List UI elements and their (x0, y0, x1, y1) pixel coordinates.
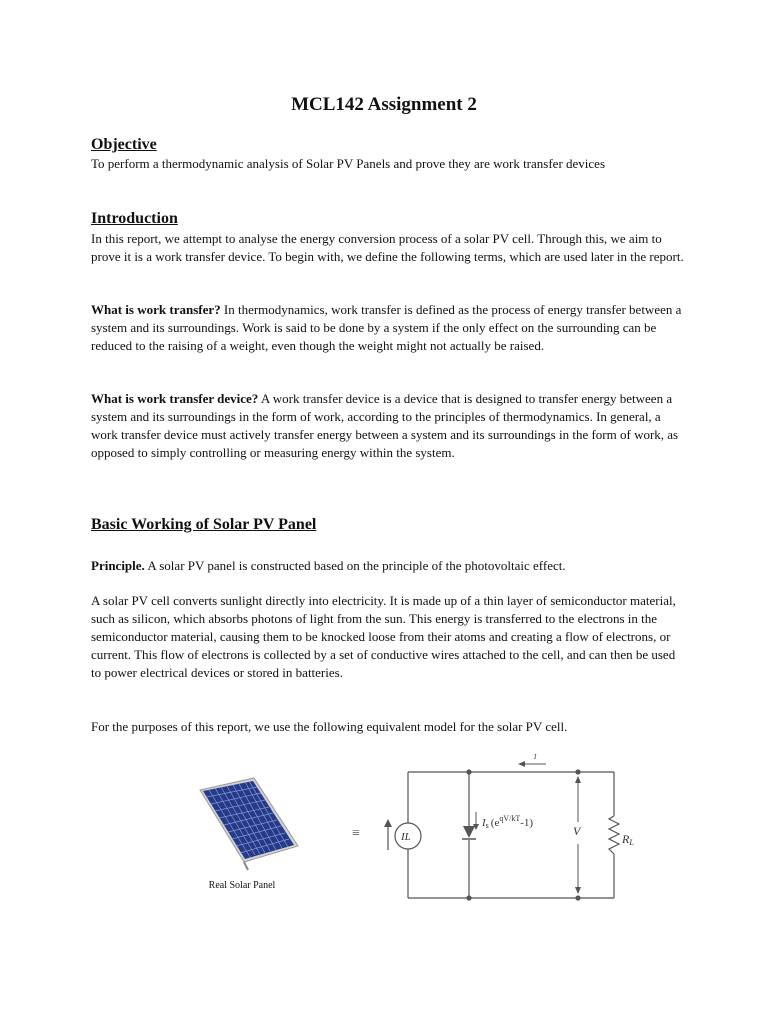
introduction-heading: Introduction (91, 210, 178, 227)
load-label (621, 832, 634, 847)
diode-label-I: I (482, 817, 486, 829)
diode-label-exp: qV/kT (499, 814, 521, 823)
basic-working-heading: Basic Working of Solar PV Panel (91, 516, 317, 533)
objective-text: To perform a thermodynamic analysis of Solar PV Panels and prove they are work transfer devices (91, 156, 606, 171)
diode-symbol (463, 826, 475, 838)
work-transfer-device-paragraph (91, 390, 687, 462)
diode-label-paren: (e (490, 817, 500, 829)
principle-paragraph (91, 557, 687, 575)
diode-label-sub: s (485, 821, 489, 830)
work-transfer-device-text: A work transfer device is a device that is designed to transfer energy between a system and its surroundings in the form of work, according to the principles of thermodynamics. In general, a work transfer device must actively transfer energy between a system and its surroundings in the form of work, as opposed to simply controlling or measuring energy within the system. (91, 391, 679, 460)
equivalent-circuit-diagram (372, 752, 642, 908)
work-transfer-text: In thermodynamics, work transfer is defined as the process of energy transfer between a system and its surroundings. Work is said to be done by a system if the only effect on the surrounding can be reduced to the raising of a weight, even though the weight might not actually be raised. (91, 302, 682, 353)
load-label-R: R (622, 832, 630, 846)
voltage-arrow-bottom-head (575, 887, 581, 894)
work-transfer-paragraph (91, 301, 687, 355)
work-transfer-term: What is work transfer? (91, 302, 221, 317)
line-current-arrow-head (518, 761, 525, 767)
diode-label-tail: -1) (520, 817, 534, 829)
circuit-nodes (466, 769, 580, 900)
equivalent-model-paragraph: For the purposes of this report, we use the following equivalent model for the solar PV cell. (91, 719, 568, 734)
diode-label (481, 814, 533, 830)
objective-heading: Objective (91, 136, 157, 153)
voltage-label: V (573, 824, 581, 838)
circuit-wires (408, 772, 614, 898)
line-current-label: I (534, 753, 537, 761)
current-source-label: IL (401, 831, 411, 843)
panel-leg (244, 862, 248, 870)
equivalence-symbol: ≡ (352, 826, 360, 841)
load-resistor (609, 816, 619, 854)
principle-term: Principle. (91, 558, 145, 573)
work-transfer-device-term: What is work transfer device? (91, 391, 259, 406)
voltage-arrow-top-head (575, 776, 581, 783)
introduction-text: In this report, we attempt to analyse the energy conversion process of a solar PV cell. Through this, we aim to prove it is a work transfer device. To begin with, we define the following terms, which are used later in the report. (91, 231, 684, 264)
panel-caption: Real Solar Panel (208, 880, 276, 891)
pv-cell-paragraph: A solar PV cell converts sunlight directly into electricity. It is made up of a thin layer of semiconductor material, such as silicon, which absorbs photons of light from the sun. This energy is transferred to the electrons in the semiconductor material, causing them to be knocked loose from their atoms and creating a flow of electrons, or current. This flow of electrons is collected by a set of conductive wires attached to the cell, and can then be used to power electrical devices or stored in batteries. (91, 593, 676, 680)
source-arrow-head (384, 819, 392, 827)
document-title: MCL142 Assignment 2 (291, 94, 477, 115)
load-label-sub: L (629, 838, 634, 847)
principle-text: A solar PV panel is constructed based on the principle of the photovoltaic effect. (144, 558, 566, 573)
